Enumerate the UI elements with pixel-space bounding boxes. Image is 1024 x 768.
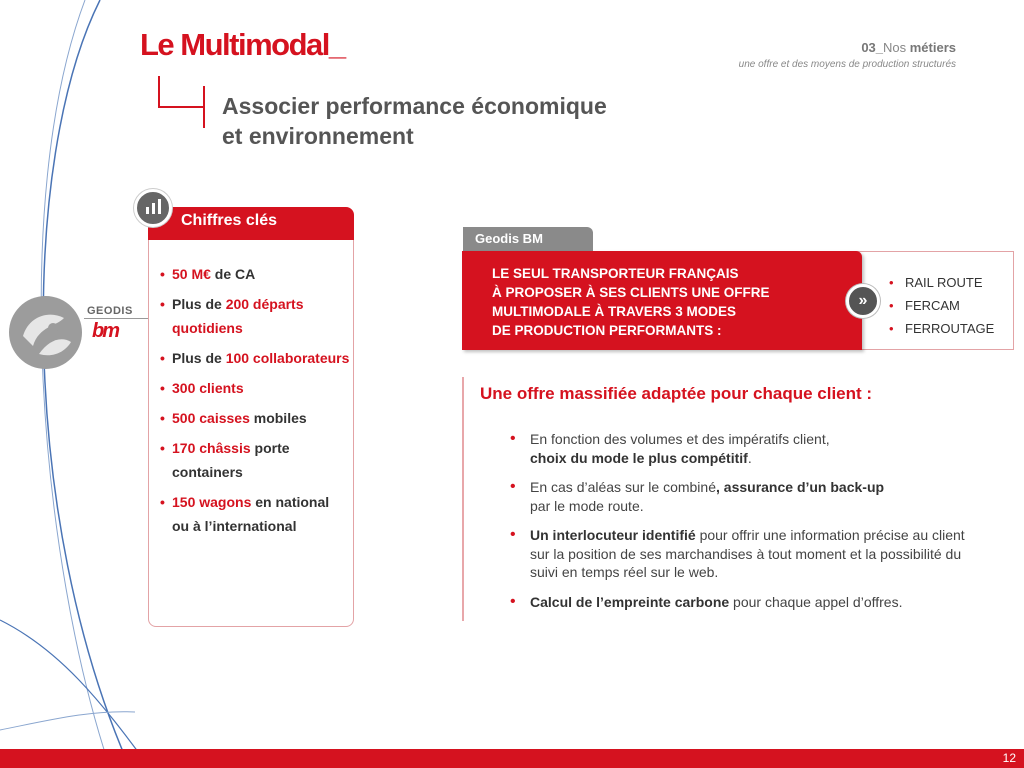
vertical-divider: [462, 377, 464, 621]
list-item: • 500 caisses mobiles: [160, 406, 350, 430]
banner-text: [492, 264, 837, 340]
banner-line: LE SEUL TRANSPORTEUR FRANÇAIS: [492, 266, 739, 281]
banner-line: DE PRODUCTION PERFORMANTS :: [492, 323, 722, 338]
list-item: • FERCAM: [889, 294, 994, 317]
list-item: • FERROUTAGE: [889, 317, 994, 340]
section-subtitle: une offre et des moyens de production structurés: [738, 59, 956, 70]
banner-line: MULTIMODALE À TRAVERS 3 MODES: [492, 304, 737, 319]
list-item: • 150 wagons en national ou à l’international: [160, 490, 350, 538]
section-name: métiers: [909, 40, 956, 55]
section-number: 03_: [861, 40, 884, 55]
banner-line: À PROPOSER À SES CLIENTS UNE OFFRE: [492, 285, 770, 300]
page-title-line-2: et environnement: [222, 123, 414, 149]
list-item: • En fonction des volumes et des impératifs client, choix du mode le plus compétitif.: [510, 430, 970, 467]
logo-divider: [84, 318, 150, 319]
key-figures-list: [160, 262, 350, 544]
list-item: • Calcul de l’empreinte carbone pour chaque appel d’offres.: [510, 593, 970, 612]
geodis-logo-emblem-icon: [9, 296, 82, 369]
section-reference: [739, 39, 956, 70]
title-vertical-line: [203, 86, 205, 128]
bar-chart-icon: [134, 189, 172, 227]
geodis-bm-tab-label: Geodis BM: [475, 231, 543, 246]
footer-bar: [0, 749, 1024, 768]
list-item: • En cas d’aléas sur le combiné, assurance d’un back-up par le mode route.: [510, 478, 970, 515]
list-item: • RAIL ROUTE: [889, 271, 994, 294]
page-title: [222, 91, 607, 151]
list-item: • Plus de 100 collaborateurs: [160, 346, 350, 370]
list-item: • 170 châssis porte containers: [160, 436, 350, 484]
double-chevron-right-icon: »: [846, 284, 880, 318]
modes-list: [889, 271, 994, 340]
title-bracket-decoration: [158, 76, 203, 108]
geodis-logo-word: GEODIS: [87, 305, 133, 317]
brand-title: Le Multimodal_: [140, 27, 345, 62]
section-nos: Nos: [883, 40, 910, 55]
offer-list: [510, 430, 970, 622]
key-figures-title: Chiffres clés: [181, 212, 278, 229]
list-item: • 50 M€ de CA: [160, 262, 350, 286]
list-item: • 300 clients: [160, 376, 350, 400]
offer-heading: Une offre massifiée adaptée pour chaque client :: [480, 384, 873, 403]
page-number: 12: [1002, 751, 1016, 765]
bm-logo-mark: bm: [92, 320, 118, 342]
list-item: • Plus de 200 départs quotidiens: [160, 292, 350, 340]
list-item: • Un interlocuteur identifié pour offrir une information précise au client sur la position de ses marchandises à tout moment et la possibilité du suivi en temps réel sur le web.: [510, 526, 970, 582]
page-title-line-1: Associer performance économique: [222, 93, 607, 119]
